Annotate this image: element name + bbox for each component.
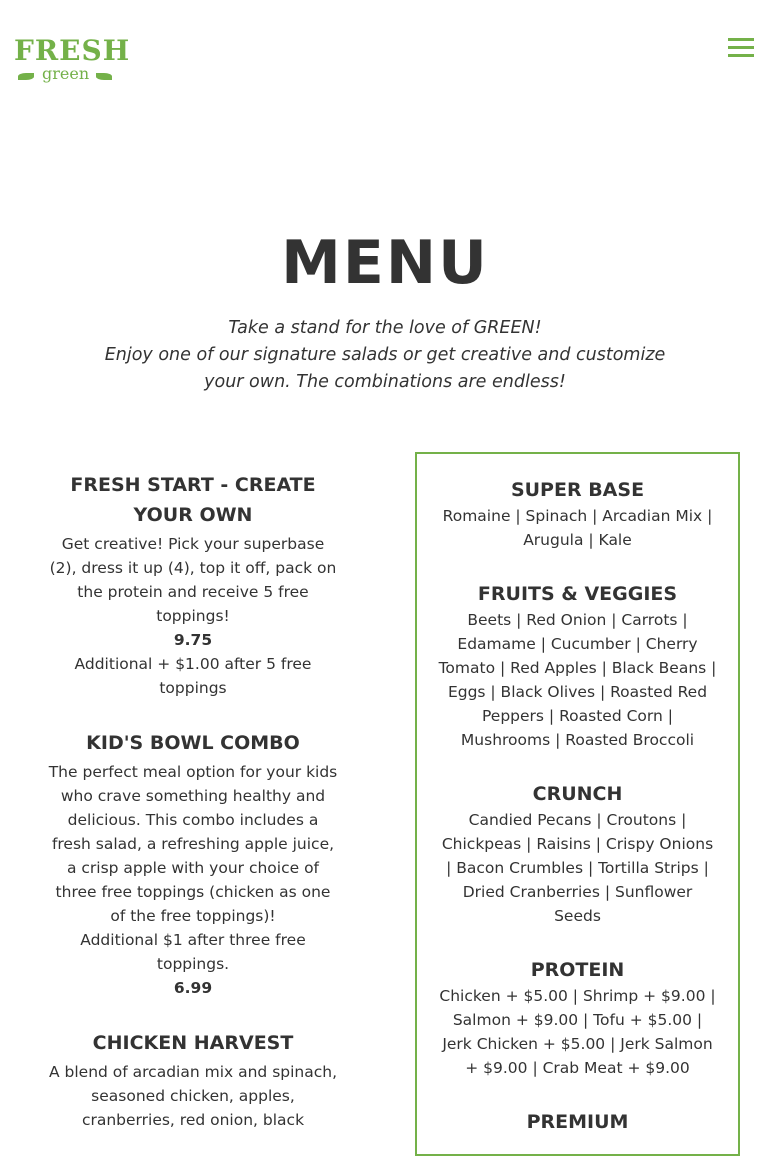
menu-item (48, 1028, 338, 1132)
logo-wordmark-bottom: green (42, 64, 90, 83)
hamburger-line (728, 54, 754, 57)
ingredient-list: Chicken + $5.00 | Shrimp + $9.00 | Salmon + $9.00 | Tofu + $5.00 | Jerk Chicken + $5.00 | Jerk Salmon + $9.00 | Crab Meat + $9.00 (439, 987, 716, 1077)
ingredient-section-title: CRUNCH (532, 783, 623, 805)
menu-item (48, 728, 338, 1000)
menu-item-description: A blend of arcadian mix and spinach, seasoned chicken, apples, cranberries, red onion, black (48, 1063, 338, 1129)
intro-line: Take a stand for the love of GREEN! (228, 318, 542, 338)
ingredient-section (437, 476, 718, 552)
menu-item-price: 6.99 (173, 979, 213, 997)
menu-items-column (48, 470, 338, 1160)
hamburger-line (728, 38, 754, 41)
ingredient-section (437, 580, 718, 752)
ingredient-section-title: FRUITS & VEGGIES (477, 583, 678, 605)
logo-wordmark-top: FRESH (14, 34, 131, 67)
ingredient-section (437, 1108, 718, 1136)
intro-text (85, 315, 685, 396)
ingredient-section-title: SUPER BASE (510, 479, 645, 501)
leaf-icon (18, 73, 34, 80)
hamburger-menu-icon[interactable] (728, 38, 754, 60)
ingredient-list: Beets | Red Onion | Carrots | Edamame | Cucumber | Cherry Tomato | Red Apples | Black Beans | Eggs | Black Olives | Roasted Red Peppers | Roasted Corn | Mushrooms | Roasted Broccoli (438, 611, 717, 749)
menu-item-title: KID'S BOWL COMBO (86, 732, 300, 754)
leaf-icon (96, 73, 112, 80)
ingredient-section-title: PROTEIN (530, 959, 625, 981)
menu-item-description: The perfect meal option for your kids who crave something healthy and delicious. This combo includes a fresh salad, a refreshing apple juice, a crisp apple with your choice of three free toppings (chicken as one of the free toppings)! (48, 763, 338, 925)
page-title: MENU (281, 228, 489, 298)
build-your-own-panel (415, 452, 740, 1156)
hamburger-line (728, 46, 754, 49)
fresh-green-logo[interactable] (14, 34, 131, 86)
menu-item-price: 9.75 (173, 631, 213, 649)
menu-item-note: Additional + $1.00 after 5 free toppings (74, 655, 312, 697)
site-header (0, 0, 770, 110)
ingredient-section-title: PREMIUM (526, 1111, 629, 1133)
ingredient-section (437, 956, 718, 1080)
ingredient-list: Candied Pecans | Croutons | Chickpeas | Raisins | Crispy Onions | Bacon Crumbles | Tortilla Strips | Dried Cranberries | Sunflower Seeds (441, 811, 714, 925)
menu-item-description: Get creative! Pick your superbase (2), dress it up (4), top it off, pack on the protein and receive 5 free toppings! (49, 535, 337, 625)
menu-item-title: CHICKEN HARVEST (92, 1032, 294, 1054)
menu-item-title: FRESH START - CREATE YOUR OWN (70, 474, 316, 526)
intro-line: Enjoy one of our signature salads or get creative and customize your own. The combinations are endless! (104, 345, 666, 392)
menu-item-note: Additional $1 after three free toppings. (80, 931, 306, 973)
ingredient-list: Romaine | Spinach | Arcadian Mix | Arugula | Kale (442, 507, 713, 549)
ingredient-section (437, 780, 718, 928)
menu-item (48, 470, 338, 700)
